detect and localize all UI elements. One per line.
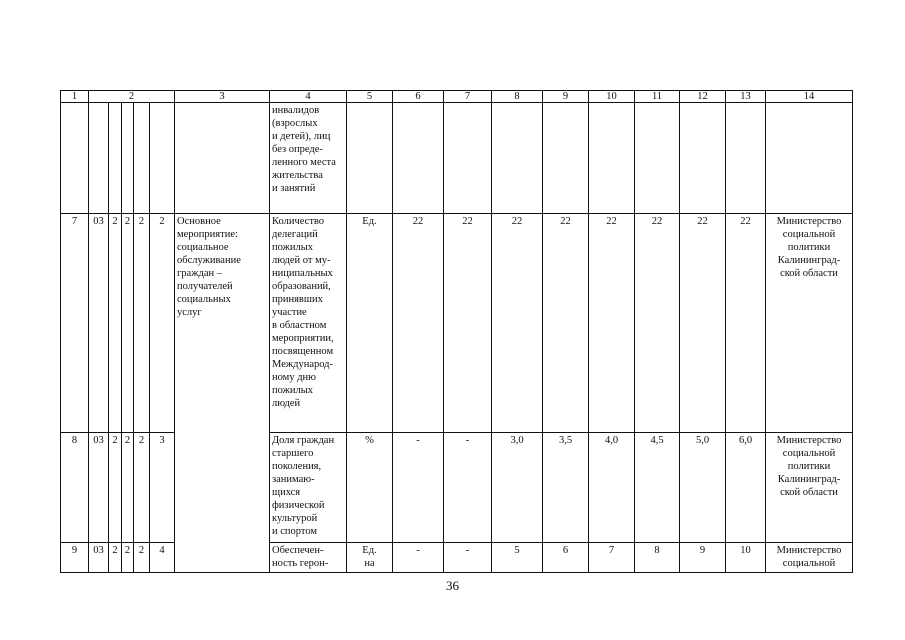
value-cell: 22 (635, 214, 680, 433)
value-cell: 5 (492, 543, 543, 573)
header-cell-3: 3 (175, 91, 270, 103)
empty-cell (109, 103, 122, 214)
header-cell-8: 8 (492, 91, 543, 103)
indicator-name: Количество делегаций пожилых людей от му- ниципальных образований, принявших участие в областном мероприятии, посвященном Международ- ному дню пожилых людей (270, 214, 347, 433)
header-cell-1: 1 (61, 91, 89, 103)
unit: Ед. (347, 214, 393, 433)
empty-cell (61, 103, 89, 214)
value-cell: 4,5 (635, 433, 680, 543)
empty-cell (726, 103, 766, 214)
code-cell: 03 (89, 543, 109, 573)
empty-cell (635, 103, 680, 214)
value-cell: 22 (444, 214, 492, 433)
header-cell-4: 4 (270, 91, 347, 103)
code-cell: 2 (122, 214, 134, 433)
value-cell: 3,5 (543, 433, 589, 543)
value-cell: 22 (680, 214, 726, 433)
value-cell: - (444, 433, 492, 543)
value-cell: 22 (393, 214, 444, 433)
code-cell: 2 (122, 543, 134, 573)
value-cell: 22 (589, 214, 635, 433)
empty-cell (444, 103, 492, 214)
value-cell: 22 (543, 214, 589, 433)
responsible-executor: Министерство социальной (766, 543, 853, 573)
empty-cell (175, 103, 270, 214)
header-cell-12: 12 (680, 91, 726, 103)
code-cell: 2 (109, 543, 122, 573)
code-cell: 03 (89, 214, 109, 433)
header-cell-11: 11 (635, 91, 680, 103)
value-cell: - (393, 433, 444, 543)
empty-cell (347, 103, 393, 214)
empty-cell (89, 103, 109, 214)
value-cell: 7 (589, 543, 635, 573)
empty-cell (122, 103, 134, 214)
empty-cell (150, 103, 175, 214)
responsible-executor: Министерство социальной политики Калининград- ской области (766, 214, 853, 433)
code-cell: 2 (109, 214, 122, 433)
value-cell: 8 (635, 543, 680, 573)
unit: % (347, 433, 393, 543)
code-cell: 2 (150, 214, 175, 433)
code-cell: 2 (134, 433, 150, 543)
row-number: 7 (61, 214, 89, 433)
header-cell-2: 2 (89, 91, 175, 103)
table-row (61, 214, 853, 433)
code-cell: 2 (122, 433, 134, 543)
main-activity: Основное мероприятие: социальное обслуживание граждан – получателей социальных услуг (175, 214, 270, 573)
value-cell: 9 (680, 543, 726, 573)
header-cell-6: 6 (393, 91, 444, 103)
code-cell: 2 (109, 433, 122, 543)
continuation-row (61, 103, 853, 214)
value-cell: - (393, 543, 444, 573)
row-number: 9 (61, 543, 89, 573)
empty-cell (766, 103, 853, 214)
row-number: 8 (61, 433, 89, 543)
code-cell: 4 (150, 543, 175, 573)
empty-cell (680, 103, 726, 214)
indicator-name: Обеспечен- ность герон- (270, 543, 347, 573)
header-cell-13: 13 (726, 91, 766, 103)
empty-cell (134, 103, 150, 214)
continued-indicator: инвалидов (взрослых и детей), лиц без опреде- ленного места жительства и занятий (270, 103, 347, 214)
empty-cell (393, 103, 444, 214)
code-cell: 3 (150, 433, 175, 543)
value-cell: 6 (543, 543, 589, 573)
code-cell: 2 (134, 543, 150, 573)
empty-cell (543, 103, 589, 214)
value-cell: 4,0 (589, 433, 635, 543)
value-cell: 22 (492, 214, 543, 433)
page-number: 36 (446, 578, 459, 593)
value-cell: 5,0 (680, 433, 726, 543)
header-cell-10: 10 (589, 91, 635, 103)
program-indicators-table (60, 90, 853, 573)
value-cell: 10 (726, 543, 766, 573)
value-cell: 22 (726, 214, 766, 433)
code-cell: 2 (134, 214, 150, 433)
responsible-executor: Министерство социальной политики Калининград- ской области (766, 433, 853, 543)
indicator-name: Доля граждан старшего поколения, занимаю- щихся физической культурой и спортом (270, 433, 347, 543)
header-cell-5: 5 (347, 91, 393, 103)
code-cell: 03 (89, 433, 109, 543)
unit: Ед. на (347, 543, 393, 573)
header-row (61, 91, 853, 103)
header-cell-9: 9 (543, 91, 589, 103)
value-cell: 6,0 (726, 433, 766, 543)
header-cell-14: 14 (766, 91, 853, 103)
empty-cell (589, 103, 635, 214)
header-cell-7: 7 (444, 91, 492, 103)
value-cell: 3,0 (492, 433, 543, 543)
value-cell: - (444, 543, 492, 573)
empty-cell (492, 103, 543, 214)
